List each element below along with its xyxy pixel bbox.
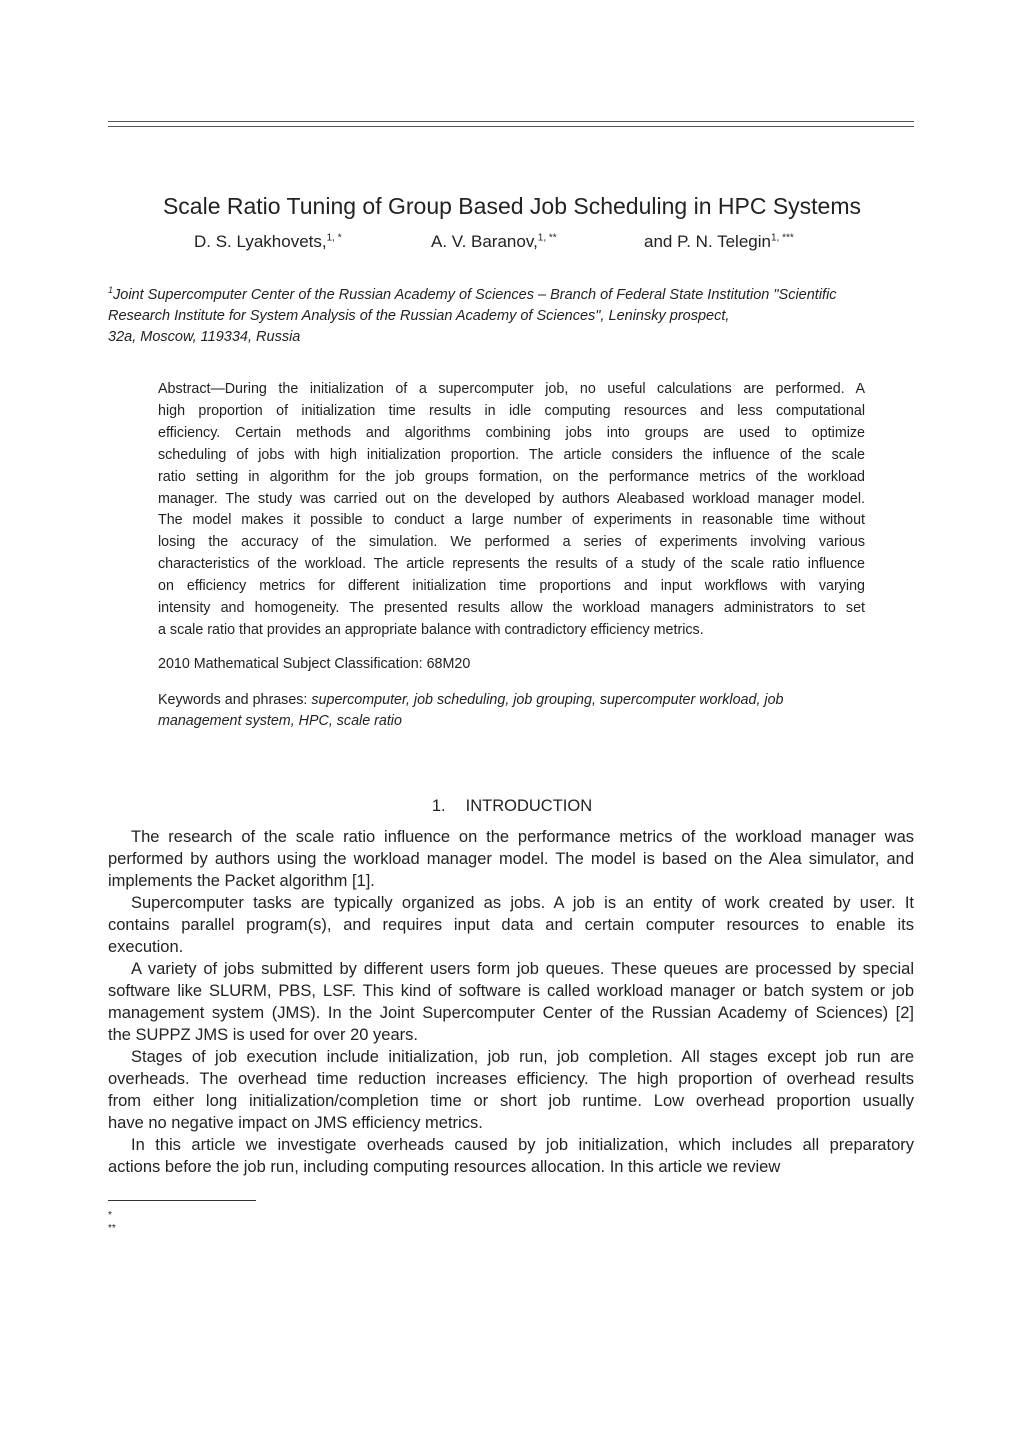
abstract-line: The model makes it possible to conduct a large number of experiments in reasonable time without — [158, 512, 865, 529]
paragraph — [108, 1046, 914, 1134]
body-line: implements the Packet algorithm [1]. — [108, 872, 375, 890]
body-line: software like SLURM, PBS, LSF. This kind of software is called workload manager or batch system or job — [108, 982, 914, 1000]
body-line: execution. — [108, 938, 184, 956]
abstract — [158, 379, 865, 642]
section-heading — [0, 797, 1024, 816]
keywords-values: management system, HPC, scale ratio — [158, 713, 402, 729]
affiliation — [108, 280, 914, 348]
body-line: Stages of job execution include initialization, job run, job completion. All stages except job run are — [131, 1048, 914, 1066]
body-line: management system (JMS). In the Joint Supercomputer Center of the Russian Academy of Sciences) [2] — [108, 1004, 914, 1022]
abstract-line: scheduling of jobs with high initialization proportion. The article considers the influence of the scale — [158, 446, 865, 463]
footnote-mark: * — [108, 1210, 112, 1221]
affiliation-mark: 1 — [108, 285, 114, 295]
author-name: and P. N. Telegin — [644, 232, 771, 251]
body-line: In this article we investigate overheads caused by job initialization, which includes all preparatory — [131, 1136, 914, 1154]
header-rule-bottom — [108, 126, 914, 127]
paper-title: Scale Ratio Tuning of Group Based Job Scheduling in HPC Systems — [162, 193, 862, 219]
section-number: 1. — [431, 797, 446, 815]
paragraph — [108, 892, 914, 958]
abstract-line: a scale ratio that provides an appropriate balance with contradictory efficiency metrics. — [158, 621, 704, 638]
abstract-line: characteristics of the workload. The article represents the results of a study of the scale ratio influence — [158, 556, 865, 573]
abstract-line: intensity and homogeneity. The presented results allow the workload managers administrators to set — [158, 600, 865, 617]
affiliation-line: Joint Supercomputer Center of the Russian Academy of Sciences – Branch of Federal State Institution "Scientific — [113, 286, 837, 303]
paragraph — [108, 958, 914, 1046]
section-title: INTRODUCTION — [465, 797, 593, 815]
author-2 — [431, 232, 557, 252]
author-affil-mark: 1, ** — [537, 232, 557, 244]
author-affil-mark: 1, * — [326, 232, 342, 244]
footnote-mark: ** — [108, 1223, 116, 1234]
abstract-line: losing the accuracy of the simulation. We performed a series of experiments involving various — [158, 534, 865, 551]
abstract-line: high proportion of initialization time results in idle computing resources and less computational — [158, 402, 865, 419]
author-name: A. V. Baranov, — [431, 232, 538, 251]
abstract-line: Abstract—During the initialization of a supercomputer job, no useful calculations are performed. A — [158, 381, 865, 397]
keywords — [158, 690, 865, 732]
author-3 — [644, 232, 794, 252]
body-line: the SUPPZ JMS is used for over 20 years. — [108, 1026, 418, 1044]
keywords-label: Keywords and phrases: — [158, 692, 312, 708]
paragraph — [108, 826, 914, 892]
body-line: contains parallel program(s), and requires input data and certain computer resources to enable its — [108, 916, 914, 934]
author-1 — [194, 232, 342, 252]
body-text — [108, 826, 914, 1178]
body-line: overheads. The overhead time reduction increases efficiency. The high proportion of overhead results — [108, 1070, 914, 1088]
body-line: A variety of jobs submitted by different users form job queues. These queues are processed by special — [131, 960, 914, 978]
affiliation-line: Research Institute for System Analysis of the Russian Academy of Sciences", Leninsky prospect, — [108, 307, 730, 324]
body-line: Supercomputer tasks are typically organized as jobs. A job is an entity of work created by user. It — [131, 894, 914, 912]
body-line: actions before the job run, including computing resources allocation. In this article we review — [108, 1158, 781, 1176]
abstract-line: manager. The study was carried out on the developed by authors Aleabased workload manager model. — [158, 490, 865, 507]
author-name: D. S. Lyakhovets, — [194, 232, 327, 251]
affiliation-line: 32a, Moscow, 119334, Russia — [108, 328, 301, 345]
abstract-line: on efficiency metrics for different initialization time proportions and input workflows with varying — [158, 578, 865, 595]
body-line: from either long initialization/completion time or short job runtime. Low overhead proportion usually — [108, 1092, 914, 1110]
footnote-rule — [108, 1200, 256, 1201]
abstract-line: ratio setting in algorithm for the job groups formation, on the performance metrics of the workload — [158, 468, 865, 485]
body-line: performed by authors using the workload manager model. The model is based on the Alea simulator, and — [108, 850, 914, 868]
keywords-values: supercomputer, job scheduling, job grouping, supercomputer workload, job — [311, 692, 784, 708]
msc-classification: 2010 Mathematical Subject Classification: 68M20 — [158, 656, 471, 672]
author-affil-mark: 1, *** — [770, 232, 794, 244]
body-line: The research of the scale ratio influence on the performance metrics of the workload manager was — [131, 828, 914, 846]
paragraph — [108, 1134, 914, 1178]
body-line: have no negative impact on JMS efficiency metrics. — [108, 1114, 483, 1132]
header-rule-top — [108, 121, 914, 122]
abstract-line: efficiency. Certain methods and algorithms combining jobs into groups are used to optimize — [158, 424, 865, 441]
